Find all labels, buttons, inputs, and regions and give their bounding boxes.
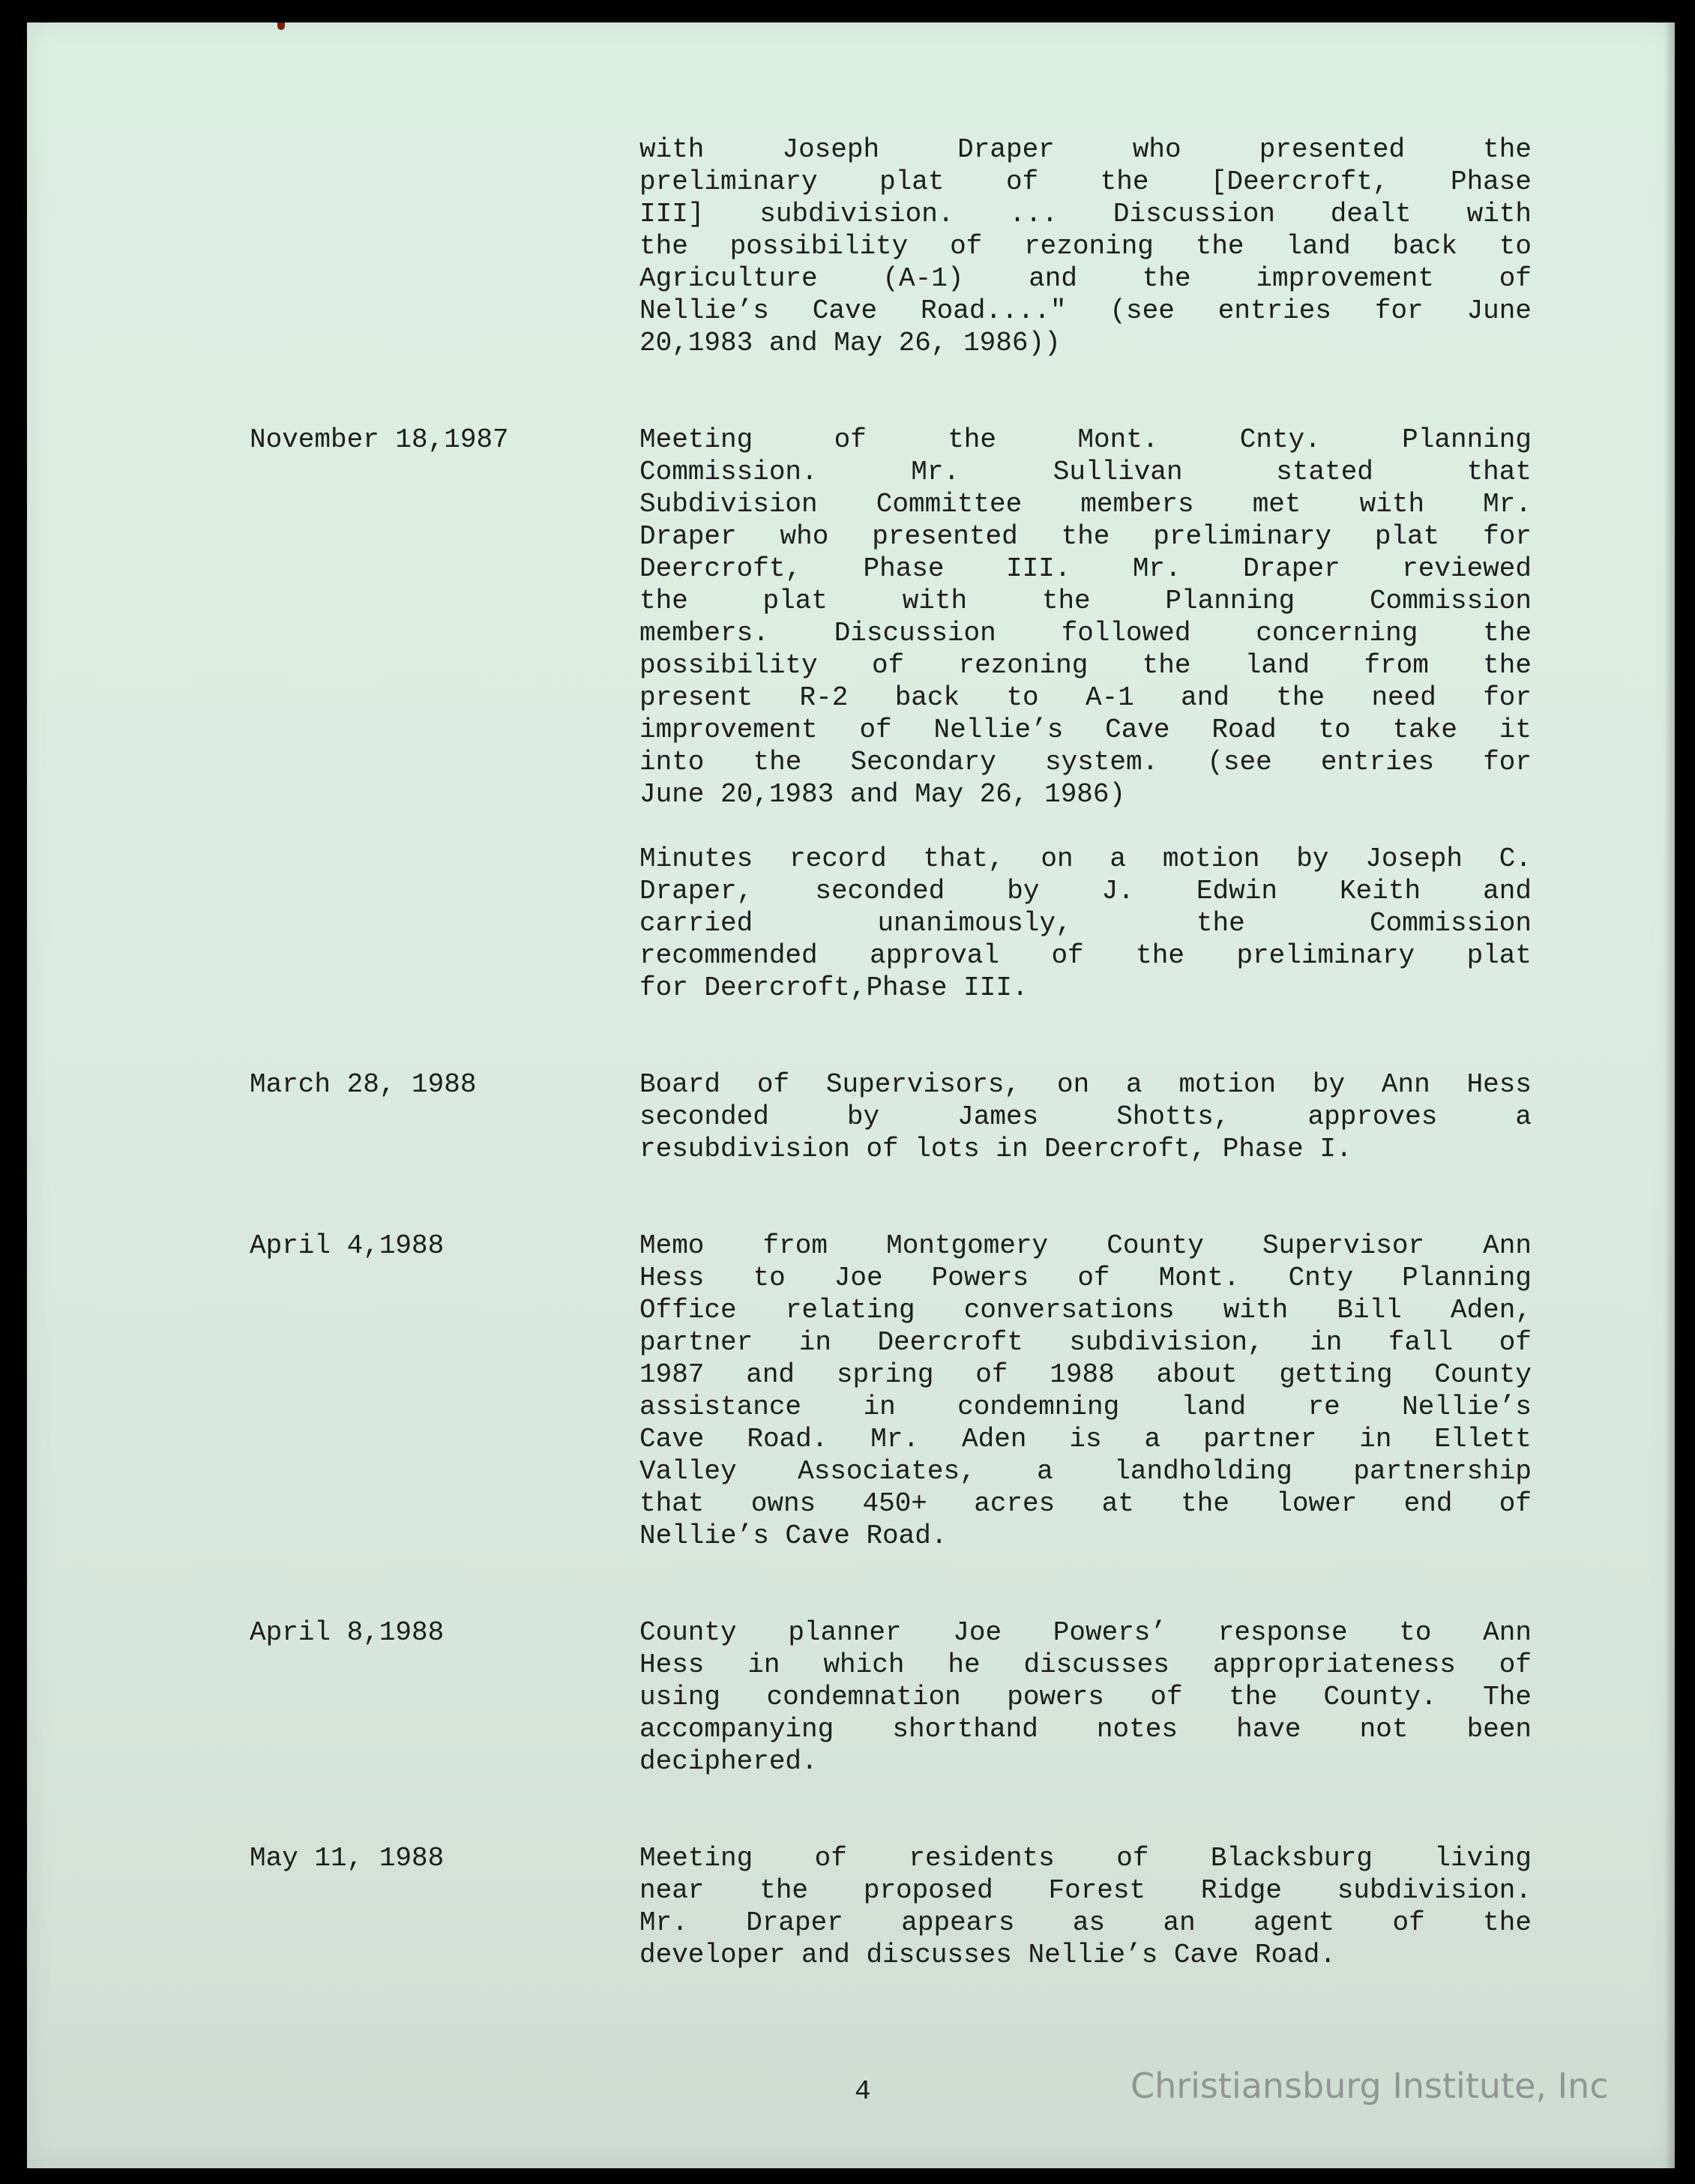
text-line: deciphered. — [639, 1746, 818, 1777]
text-line: seconded by James Shotts, approves a — [639, 1101, 1532, 1132]
entry-text — [639, 1616, 1532, 1778]
text-line: that owns 450+ acres at the lower end of — [639, 1488, 1532, 1519]
text-line: County planner Joe Powers’ response to Ann — [639, 1617, 1532, 1648]
text-line: present R-2 back to A-1 and the need for — [639, 682, 1532, 713]
text-line: Board of Supervisors, on a motion by Ann Hess — [639, 1069, 1532, 1100]
entry-date: May 11, 1988 — [250, 1843, 445, 1874]
text-line: Valley Associates, a landholding partnership — [639, 1456, 1532, 1487]
page-number: 4 — [855, 2076, 871, 2107]
entry-text — [639, 133, 1532, 359]
text-line: Draper who presented the preliminary plat for — [639, 521, 1532, 552]
text-line: preliminary plat of the [Deercroft, Phase — [639, 166, 1532, 197]
entry-text — [639, 1230, 1532, 1552]
text-line: assistance in condemning land re Nellie’s — [639, 1392, 1532, 1422]
entry-date: April 8,1988 — [250, 1617, 445, 1648]
entry-date: November 18,1987 — [250, 424, 509, 455]
paper-mark — [277, 22, 285, 30]
text-line: into the Secondary system. (see entries for — [639, 747, 1532, 777]
text-line: Draper, seconded by J. Edwin Keith and — [639, 876, 1532, 906]
text-line: the plat with the Planning Commission — [639, 586, 1532, 616]
entry-text — [639, 1842, 1532, 1971]
text-line: developer and discusses Nellie’s Cave Road. — [639, 1940, 1336, 1970]
text-line: Meeting of residents of Blacksburg living — [639, 1843, 1532, 1874]
text-line: improvement of Nellie’s Cave Road to take it — [639, 715, 1532, 745]
text-line: members. Discussion followed concerning the — [639, 618, 1532, 649]
text-line: recommended approval of the preliminary plat — [639, 940, 1532, 971]
text-line: near the proposed Forest Ridge subdivision. — [639, 1875, 1532, 1906]
entry-date: April 4,1988 — [250, 1230, 445, 1261]
text-line: the possibility of rezoning the land back to — [639, 231, 1532, 262]
entry-text — [639, 424, 1532, 810]
text-line: Agriculture (A-1) and the improvement of — [639, 263, 1532, 294]
text-line: Hess to Joe Powers of Mont. Cnty Planning — [639, 1263, 1532, 1293]
text-line: resubdivision of lots in Deercroft, Phase I. — [639, 1134, 1352, 1164]
text-line: III] subdivision. ... Discussion dealt with — [639, 199, 1532, 229]
text-line: carried unanimously, the Commission — [639, 908, 1532, 939]
text-line: Hess in which he discusses appropriateness of — [639, 1649, 1532, 1680]
text-line: Office relating conversations with Bill Aden, — [639, 1295, 1532, 1326]
text-line: June 20,1983 and May 26, 1986) — [639, 779, 1126, 810]
text-line: accompanying shorthand notes have not been — [639, 1714, 1532, 1745]
text-line: Deercroft, Phase III. Mr. Draper reviewed — [639, 553, 1532, 584]
text-line: Meeting of the Mont. Cnty. Planning — [639, 424, 1532, 455]
text-line: Minutes record that, on a motion by Joseph C. — [639, 843, 1532, 874]
text-line: Memo from Montgomery County Supervisor Ann — [639, 1230, 1532, 1261]
text-line: Cave Road. Mr. Aden is a partner in Ellett — [639, 1424, 1532, 1455]
text-line: partner in Deercroft subdivision, in fall of — [639, 1327, 1532, 1358]
entry-text-paragraph-2 — [639, 843, 1532, 1004]
paper-edge-shadow — [1664, 22, 1675, 2168]
text-line: Nellie’s Cave Road...." (see entries for June — [639, 295, 1532, 326]
entry-text — [639, 1068, 1532, 1165]
document-page — [27, 22, 1675, 2168]
entry-date: March 28, 1988 — [250, 1069, 477, 1100]
text-line: possibility of rezoning the land from the — [639, 650, 1532, 681]
text-line: Nellie’s Cave Road. — [639, 1520, 948, 1551]
text-line: with Joseph Draper who presented the — [639, 134, 1532, 165]
text-line: using condemnation powers of the County. The — [639, 1682, 1532, 1712]
text-line: Commission. Mr. Sullivan stated that — [639, 457, 1532, 487]
text-line: for Deercroft,Phase III. — [639, 972, 1029, 1003]
text-line: 1987 and spring of 1988 about getting County — [639, 1359, 1532, 1390]
text-line: Subdivision Committee members met with Mr. — [639, 489, 1532, 520]
watermark-text: Christiansburg Institute, Inc — [1130, 2066, 1609, 2106]
text-line: Mr. Draper appears as an agent of the — [639, 1907, 1532, 1938]
text-line: 20,1983 and May 26, 1986)) — [639, 328, 1061, 358]
